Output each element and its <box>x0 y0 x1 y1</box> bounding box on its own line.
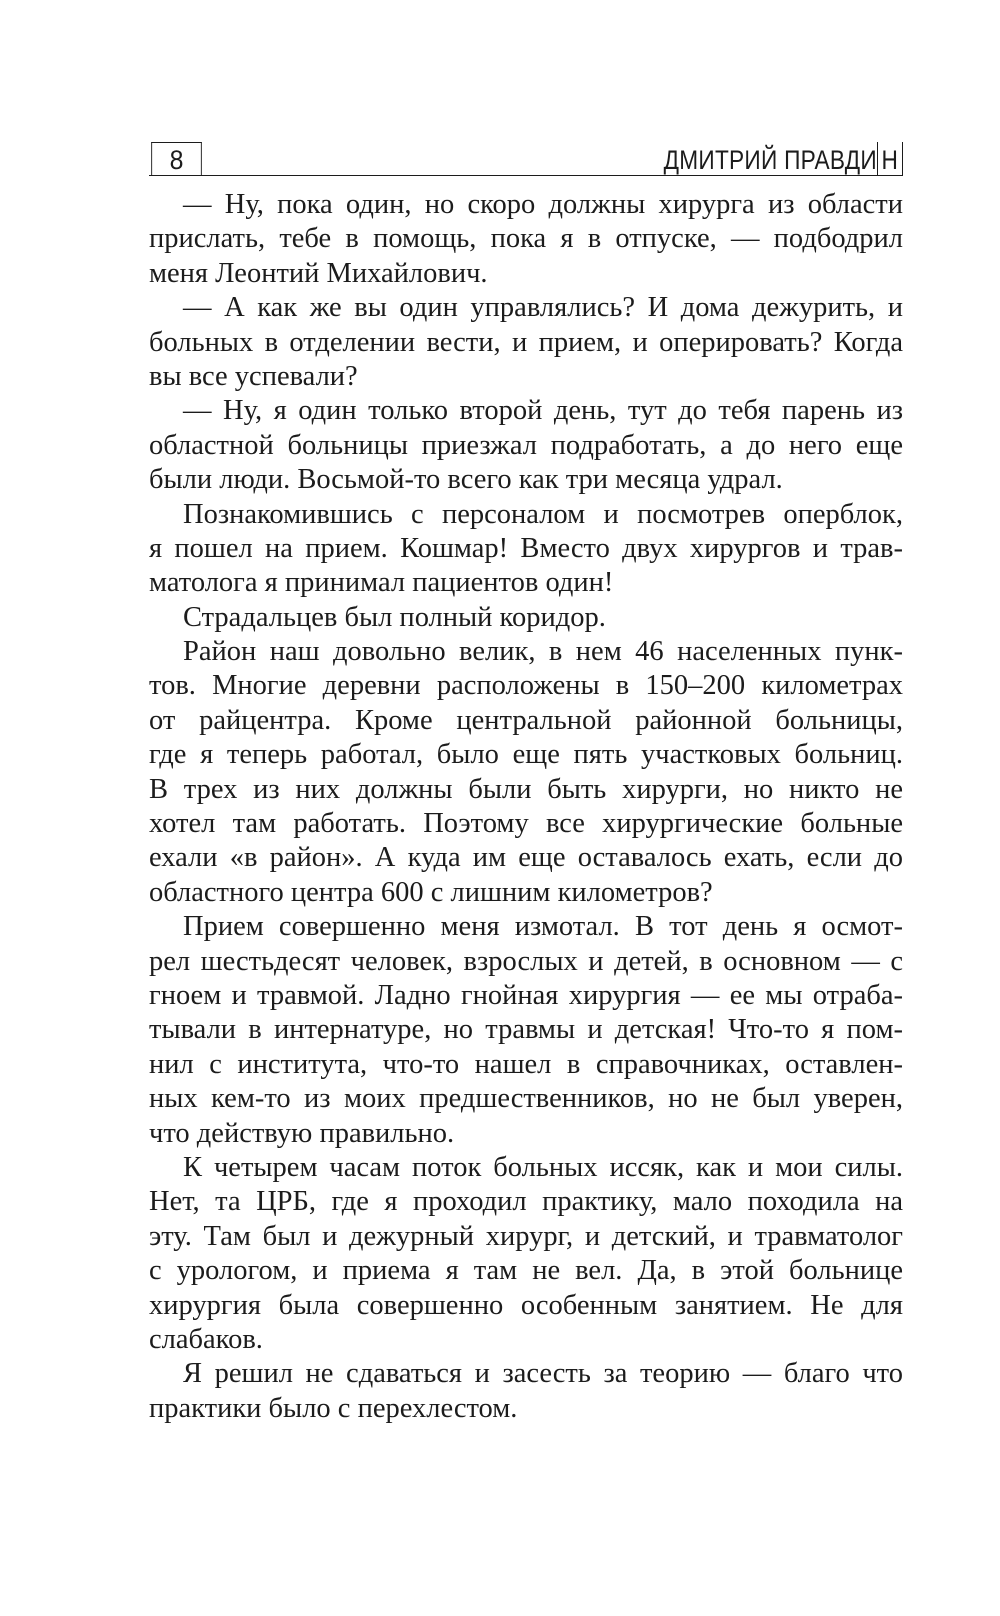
text-line: хотел там работать. Поэтому все хирургические больные <box>149 808 903 840</box>
text-line: я пошел на прием. Кошмар! Вместо двух хирургов и трав- <box>149 532 903 564</box>
text-line: хирургия была совершенно особенным занятием. Не для <box>149 1289 903 1321</box>
text-line: слабаков. <box>149 1323 263 1355</box>
text-line: что действую правильно. <box>149 1117 455 1149</box>
text-line: прислать, тебе в помощь, пока я в отпуске, — подбодрил <box>149 223 903 255</box>
text-line: эту. Там был и дежурный хирург, и детский, и травматолог <box>149 1220 903 1252</box>
text-line: от райцентра. Кроме центральной районной больницы, <box>149 704 903 736</box>
text-line: В трех из них должны были быть хирурги, но никто не <box>149 773 903 805</box>
text-line: ехали «в район». А куда им еще оставалось ехать, если до <box>149 842 903 874</box>
text-line: — Ну, пока один, но скоро должны хирурга из области <box>183 189 903 220</box>
paragraph <box>149 188 903 291</box>
text-line: гноем и травмой. Ладно гнойная хирургия — ее мы отраба- <box>149 979 903 1011</box>
text-line: меня Леонтий Михайлович. <box>149 257 488 289</box>
running-header-end-box <box>877 142 903 176</box>
paragraph <box>149 635 903 910</box>
text-line: больных в отделении вести, и прием, и оперировать? Когда <box>149 326 903 358</box>
text-line: областного центра 600 с лишним километров? <box>149 876 713 908</box>
paragraph <box>149 291 903 394</box>
text-line: тов. Многие деревни расположены в 150–200 километрах <box>149 670 903 702</box>
paragraph <box>149 394 903 497</box>
text-line: матолога я принимал пациентов один! <box>149 567 614 599</box>
text-line: областной больницы приезжал подработать, а до него еще <box>149 429 903 461</box>
text-line: практики было с перехлестом. <box>149 1392 518 1424</box>
page-number: 8 <box>169 145 184 175</box>
text-line: где я теперь работал, было еще пять участковых больниц. <box>149 739 903 771</box>
paragraph <box>149 910 903 1151</box>
body-text <box>149 188 903 1426</box>
text-line: нил с института, что-то нашел в справочниках, оставлен- <box>149 1048 903 1080</box>
text-line: — Ну, я один только второй день, тут до тебя парень из <box>183 395 903 427</box>
text-line: К четырем часам поток больных иссяк, как и мои силы. <box>183 1151 903 1183</box>
paragraph <box>149 1357 903 1426</box>
paragraph <box>149 1151 903 1357</box>
text-line: Нет, та ЦРБ, где я проходил практику, мало походила на <box>149 1186 903 1218</box>
running-header-author: ДМИТРИЙ ПРАВДИ <box>663 145 877 175</box>
paragraph <box>149 498 903 601</box>
header-rule <box>149 175 903 176</box>
text-line: Страдальцев был полный коридор. <box>183 601 606 633</box>
text-line: с урологом, и приема я там не вел. Да, в этой больнице <box>149 1255 903 1287</box>
text-line: Район наш довольно велик, в нем 46 населенных пунк- <box>183 636 903 668</box>
running-header-author-last-letter: Н <box>881 145 899 175</box>
page-number-box <box>151 142 202 176</box>
text-line: Я решил не сдаваться и засесть за теорию — благо что <box>183 1358 903 1390</box>
text-line: вы все успевали? <box>149 360 358 392</box>
text-line: тывали в интернатуре, но травмы и детская! Что-то я пом- <box>149 1014 903 1046</box>
text-line: Познакомившись с персоналом и посмотрев оперблок, <box>183 498 903 530</box>
text-line: Прием совершенно меня измотал. В тот день я осмот- <box>183 911 903 943</box>
text-line: ных кем-то из моих предшественников, но не был уверен, <box>149 1083 903 1115</box>
text-line: были люди. Восьмой-то всего как три месяца удрал. <box>149 464 783 496</box>
text-line: — А как же вы один управлялись? И дома дежурить, и <box>183 292 903 324</box>
text-line: рел шестьдесят человек, взрослых и детей, в основном — с <box>149 945 903 977</box>
running-header <box>149 142 903 176</box>
paragraph <box>149 601 903 635</box>
